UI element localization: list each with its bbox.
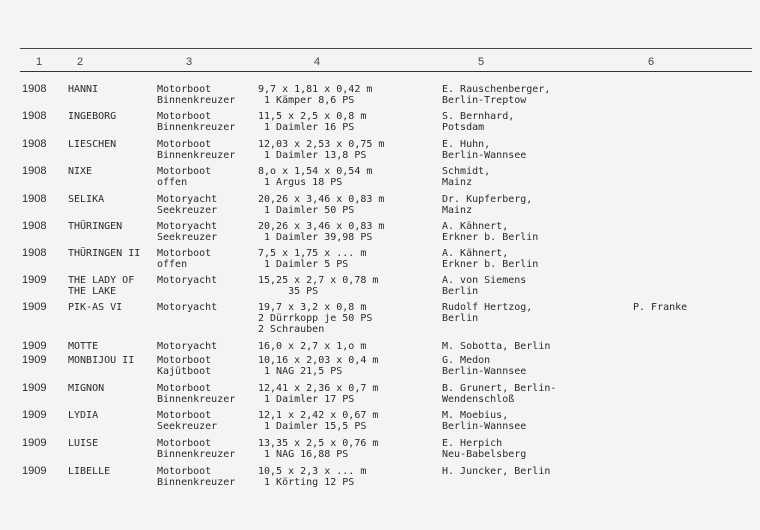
owner-cell-line: Berlin [442, 313, 479, 324]
boat-type-cell-line: Motorboot [157, 410, 212, 421]
owner-cell [442, 341, 550, 352]
column-header-5: 5 [478, 56, 485, 68]
boat-name-cell-line: MONBIJOU II [68, 355, 135, 366]
dimensions-cell [258, 111, 366, 133]
dimensions-cell-line: 1 Daimler 50 PS [258, 205, 355, 216]
dimensions-cell-line: 20,26 x 3,46 x 0,83 m [258, 221, 385, 232]
boat-type-cell [157, 84, 235, 106]
boat-type-cell [157, 466, 235, 488]
boat-name-cell [68, 166, 92, 177]
dimensions-cell-line: 12,41 x 2,36 x 0,7 m [258, 383, 379, 394]
boat-name-cell-line: PIK-AS VI [68, 302, 123, 313]
dimensions-cell-line: 1 Daimler 39,98 PS [258, 232, 373, 243]
boat-name-cell [68, 221, 122, 232]
boat-name-cell [68, 410, 98, 421]
boat-type-cell-line: Motoryacht [157, 341, 218, 352]
boat-name-cell-line: HANNI [68, 84, 99, 95]
boat-name-cell [68, 438, 98, 449]
boat-name-cell [68, 194, 104, 205]
boat-name-cell [68, 111, 116, 122]
boat-name-cell-line: MIGNON [68, 383, 105, 394]
dimensions-cell [258, 466, 366, 488]
boat-type-cell-line: Motoryacht [157, 194, 218, 205]
year-cell: 1909 [22, 354, 47, 366]
boat-name-cell [68, 466, 110, 477]
boat-type-cell-line: Motorboot [157, 466, 212, 477]
owner-cell-line: H. Juncker, Berlin [442, 466, 551, 477]
dimensions-cell [258, 84, 372, 106]
owner-cell [442, 355, 526, 377]
boat-type-cell [157, 341, 217, 352]
boat-type-cell [157, 111, 235, 133]
dimensions-cell-line: 7,5 x 1,75 x ... m [258, 248, 367, 259]
boat-type-cell [157, 410, 217, 432]
owner-cell [442, 438, 526, 460]
year-cell: 1909 [22, 409, 47, 421]
dimensions-cell-line: 13,35 x 2,5 x 0,76 m [258, 438, 379, 449]
owner-cell-line: B. Grunert, Berlin- [442, 383, 557, 394]
dimensions-cell-line: 1 Körting 12 PS [258, 477, 355, 488]
boat-type-cell-line: Motoryacht [157, 302, 218, 313]
year-cell: 1908 [22, 83, 47, 95]
owner-cell-line: Erkner b. Berlin [442, 232, 539, 243]
owner-cell-line: Potsdam [442, 122, 485, 133]
year-cell: 1909 [22, 274, 47, 286]
owner-cell-line: Berlin-Wannsee [442, 421, 527, 432]
dimensions-cell-line: 35 PS [258, 286, 319, 297]
column-header-3: 3 [186, 56, 193, 68]
boat-name-cell-line: INGEBORG [68, 111, 117, 122]
owner-cell [442, 84, 550, 106]
year-cell: 1908 [22, 138, 47, 150]
boat-name-cell-line: THE LAKE [68, 286, 117, 297]
year-cell: 1908 [22, 220, 47, 232]
boat-type-cell-line: Seekreuzer [157, 232, 218, 243]
year-cell: 1908 [22, 247, 47, 259]
boat-name-cell [68, 302, 122, 313]
boat-name-cell [68, 139, 116, 150]
year-cell: 1909 [22, 465, 47, 477]
top-rule [20, 48, 752, 49]
boat-type-cell-line: Motorboot [157, 248, 212, 259]
owner-cell-line: A. von Siemens [442, 275, 527, 286]
boat-type-cell [157, 355, 211, 377]
owner-cell-line: Erkner b. Berlin [442, 259, 539, 270]
year-cell: 1909 [22, 340, 47, 352]
dimensions-cell [258, 355, 378, 377]
dimensions-cell-line: 16,0 x 2,7 x 1,o m [258, 341, 367, 352]
owner-cell [442, 275, 526, 297]
dimensions-cell [258, 302, 372, 335]
boat-name-cell-line: THÜRINGEN [68, 221, 123, 232]
dimensions-cell [258, 341, 366, 352]
boat-type-cell-line: offen [157, 259, 188, 270]
column-header-2: 2 [77, 56, 84, 68]
dimensions-cell [258, 275, 378, 297]
dimensions-cell-line: 12,1 x 2,42 x 0,67 m [258, 410, 379, 421]
owner-cell-line: Mainz [442, 177, 473, 188]
dimensions-cell [258, 410, 378, 432]
note-cell: P. Franke [633, 302, 688, 313]
boat-name-cell-line: THÜRINGEN II [68, 248, 141, 259]
boat-type-cell [157, 166, 211, 188]
year-cell: 1909 [22, 301, 47, 313]
owner-cell-line: Berlin-Treptow [442, 95, 527, 106]
dimensions-cell-line: 15,25 x 2,7 x 0,78 m [258, 275, 379, 286]
owner-cell [442, 166, 490, 188]
owner-cell-line: E. Huhn, [442, 139, 491, 150]
dimensions-cell-line: 1 Daimler 15,5 PS [258, 421, 367, 432]
owner-cell-line: Dr. Kupferberg, [442, 194, 533, 205]
dimensions-cell-line: 10,16 x 2,03 x 0,4 m [258, 355, 379, 366]
boat-type-cell-line: Motorboot [157, 438, 212, 449]
boat-type-cell-line: Binnenkreuzer [157, 477, 236, 488]
owner-cell-line: G. Medon [442, 355, 491, 366]
dimensions-cell [258, 248, 366, 270]
boat-type-cell-line: offen [157, 177, 188, 188]
boat-name-cell [68, 383, 104, 394]
boat-type-cell-line: Binnenkreuzer [157, 95, 236, 106]
dimensions-cell-line: 8,o x 1,54 x 0,54 m [258, 166, 373, 177]
dimensions-cell [258, 383, 378, 405]
year-cell: 1908 [22, 110, 47, 122]
boat-type-cell-line: Motoryacht [157, 221, 218, 232]
owner-cell [442, 139, 526, 161]
boat-name-cell-line: LIESCHEN [68, 139, 117, 150]
dimensions-cell-line: 1 NAG 21,5 PS [258, 366, 343, 377]
boat-name-cell-line: MOTTE [68, 341, 99, 352]
dimensions-cell-line: 19,7 x 3,2 x 0,8 m [258, 302, 367, 313]
owner-cell [442, 194, 532, 216]
boat-name-cell-line: LYDIA [68, 410, 99, 421]
owner-cell [442, 383, 556, 405]
owner-cell [442, 248, 538, 270]
owner-cell-line: Wendenschloß [442, 394, 515, 405]
dimensions-cell-line: 2 Dürrkopp je 50 PS [258, 313, 373, 324]
boat-type-cell-line: Motorboot [157, 84, 212, 95]
boat-type-cell [157, 221, 217, 243]
dimensions-cell-line: 11,5 x 2,5 x 0,8 m [258, 111, 367, 122]
boat-name-cell [68, 248, 140, 259]
dimensions-cell-line: 2 Schrauben [258, 324, 325, 335]
dimensions-cell-line: 9,7 x 1,81 x 0,42 m [258, 84, 373, 95]
column-header-6: 6 [648, 56, 655, 68]
boat-type-cell-line: Binnenkreuzer [157, 394, 236, 405]
owner-cell [442, 111, 514, 133]
boat-type-cell-line: Motorboot [157, 111, 212, 122]
dimensions-cell [258, 438, 378, 460]
boat-name-cell [68, 341, 98, 352]
dimensions-cell [258, 221, 384, 243]
owner-cell-line: Rudolf Hertzog, [442, 302, 533, 313]
boat-name-cell [68, 355, 134, 366]
boat-type-cell [157, 194, 217, 216]
column-header-1: 1 [36, 56, 43, 68]
owner-cell-line: Schmidt, [442, 166, 491, 177]
owner-cell-line: A. Kähnert, [442, 248, 509, 259]
boat-name-cell-line: THE LADY OF [68, 275, 135, 286]
dimensions-cell-line: 1 NAG 16,88 PS [258, 449, 349, 460]
boat-name-cell [68, 275, 134, 297]
owner-cell-line: Mainz [442, 205, 473, 216]
column-header-4: 4 [314, 56, 321, 68]
boat-type-cell [157, 383, 235, 405]
owner-cell-line: Berlin-Wannsee [442, 366, 527, 377]
boat-name-cell [68, 84, 98, 95]
dimensions-cell [258, 166, 372, 188]
boat-type-cell-line: Seekreuzer [157, 205, 218, 216]
owner-cell-line: Neu-Babelsberg [442, 449, 527, 460]
owner-cell-line: S. Bernhard, [442, 111, 515, 122]
boat-type-cell-line: Binnenkreuzer [157, 150, 236, 161]
dimensions-cell-line: 1 Daimler 16 PS [258, 122, 355, 133]
dimensions-cell-line: 20,26 x 3,46 x 0,83 m [258, 194, 385, 205]
dimensions-cell-line: 1 Daimler 17 PS [258, 394, 355, 405]
boat-type-cell-line: Binnenkreuzer [157, 449, 236, 460]
header-rule [20, 71, 752, 72]
owner-cell-line: A. Kähnert, [442, 221, 509, 232]
owner-cell-line: Berlin [442, 286, 479, 297]
owner-cell-line: M. Moebius, [442, 410, 509, 421]
year-cell: 1908 [22, 193, 47, 205]
owner-cell [442, 466, 550, 477]
boat-type-cell-line: Motorboot [157, 166, 212, 177]
boat-type-cell-line: Motorboot [157, 383, 212, 394]
dimensions-cell-line: 1 Kämper 8,6 PS [258, 95, 355, 106]
boat-type-cell-line: Seekreuzer [157, 421, 218, 432]
boat-name-cell-line: LIBELLE [68, 466, 111, 477]
owner-cell [442, 410, 526, 432]
year-cell: 1909 [22, 437, 47, 449]
boat-type-cell-line: Kajütboot [157, 366, 212, 377]
boat-name-cell-line: NIXE [68, 166, 93, 177]
dimensions-cell-line: 1 Daimler 5 PS [258, 259, 349, 270]
owner-cell-line: E. Rauschenberger, [442, 84, 551, 95]
boat-type-cell [157, 438, 235, 460]
dimensions-cell-line: 1 Argus 18 PS [258, 177, 343, 188]
owner-cell [442, 221, 538, 243]
boat-type-cell [157, 302, 217, 313]
dimensions-cell-line: 12,03 x 2,53 x 0,75 m [258, 139, 385, 150]
dimensions-cell [258, 194, 384, 216]
boat-type-cell-line: Motorboot [157, 355, 212, 366]
boat-type-cell-line: Motorboot [157, 139, 212, 150]
owner-cell-line: E. Herpich [442, 438, 503, 449]
boat-type-cell [157, 139, 235, 161]
owner-cell-line: Berlin-Wannsee [442, 150, 527, 161]
boat-name-cell-line: LUISE [68, 438, 99, 449]
owner-cell-line: M. Sobotta, Berlin [442, 341, 551, 352]
owner-cell [442, 302, 532, 324]
boat-name-cell-line: SELIKA [68, 194, 105, 205]
year-cell: 1909 [22, 382, 47, 394]
boat-type-cell [157, 248, 211, 270]
year-cell: 1908 [22, 165, 47, 177]
dimensions-cell-line: 10,5 x 2,3 x ... m [258, 466, 367, 477]
boat-type-cell-line: Motoryacht [157, 275, 218, 286]
boat-type-cell-line: Binnenkreuzer [157, 122, 236, 133]
boat-type-cell [157, 275, 217, 286]
dimensions-cell [258, 139, 384, 161]
dimensions-cell-line: 1 Daimler 13,8 PS [258, 150, 367, 161]
